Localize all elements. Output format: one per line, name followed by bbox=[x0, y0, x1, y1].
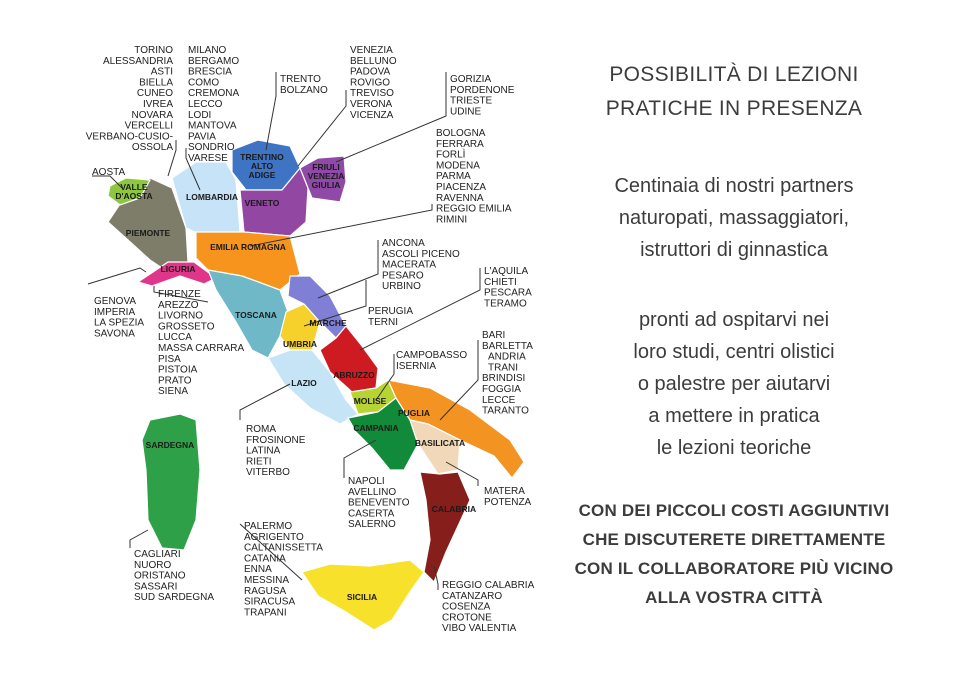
city-name: COMO bbox=[188, 77, 220, 89]
city-name: GROSSETO bbox=[158, 321, 215, 333]
region-label-line: D'AOSTA bbox=[115, 191, 153, 201]
city-name: MANTOVA bbox=[188, 120, 237, 132]
city-list-molise bbox=[396, 350, 467, 372]
city-list-piemonte bbox=[86, 45, 174, 153]
city-name: ANDRIA bbox=[488, 351, 526, 363]
city-list-umbria bbox=[368, 306, 413, 328]
region-label-line: BASILICATA bbox=[414, 438, 466, 448]
city-name: LIVORNO bbox=[158, 310, 204, 322]
notice-line: CON IL COLLABORATORE PIÙ VICINO bbox=[574, 559, 894, 578]
city-name: CROTONE bbox=[442, 612, 492, 624]
region-label-line: LAZIO bbox=[291, 378, 317, 388]
city-name: NAPOLI bbox=[348, 476, 385, 487]
city-name: BOLZANO bbox=[280, 84, 328, 96]
city-name: PORDENONE bbox=[450, 84, 515, 96]
city-list-emilia bbox=[436, 128, 512, 225]
notice-line: CHE DISCUTERETE DIRETTAMENTE bbox=[582, 530, 886, 549]
city-name: POTENZA bbox=[484, 496, 532, 508]
city-name: SASSARI bbox=[134, 581, 178, 593]
city-name: SIRACUSA bbox=[244, 596, 296, 608]
city-name: PRATO bbox=[158, 375, 192, 387]
city-name: LUCCA bbox=[158, 332, 192, 344]
city-name: LATINA bbox=[246, 445, 281, 457]
city-name: CAMPOBASSO bbox=[396, 350, 468, 361]
region-calabria bbox=[420, 472, 470, 582]
region-label-line: MARCHE bbox=[309, 318, 347, 328]
city-name: RIMINI bbox=[436, 214, 468, 226]
city-name: REGGIO CALABRIA bbox=[442, 580, 535, 591]
city-name: CATANIA bbox=[244, 553, 286, 565]
region-label-sicilia bbox=[347, 592, 377, 602]
notice-line: ALLA VOSTRA CITTÀ bbox=[645, 588, 823, 607]
city-name: IVREA bbox=[142, 99, 173, 110]
region-label-line: LOMBARDIA bbox=[186, 192, 238, 202]
region-label-sardegna bbox=[146, 440, 195, 450]
region-label-basilicata bbox=[415, 438, 465, 448]
city-name: PISTOIA bbox=[158, 364, 198, 376]
city-name: ANCONA bbox=[382, 238, 425, 249]
city-name: ENNA bbox=[244, 564, 272, 576]
region-sardegna bbox=[142, 414, 200, 550]
city-name: ASCOLI PICENO bbox=[382, 248, 460, 260]
city-name: TERNI bbox=[368, 316, 398, 328]
city-name: PIACENZA bbox=[436, 182, 487, 193]
city-name: RAVENNA bbox=[436, 192, 484, 204]
region-label-marche bbox=[309, 318, 347, 328]
region-label-line: VENEZIA bbox=[307, 171, 345, 181]
city-name: CUNEO bbox=[136, 88, 173, 100]
city-name: MACERATA bbox=[382, 259, 437, 271]
city-name: CAGLIARI bbox=[134, 549, 181, 560]
info-panel bbox=[548, 58, 920, 612]
city-name: BRESCIA bbox=[188, 66, 232, 78]
city-name: PESARO bbox=[382, 270, 424, 282]
region-label-line: ABRUZZO bbox=[333, 370, 375, 380]
city-name: TREVISO bbox=[350, 88, 394, 100]
city-name: PARMA bbox=[436, 171, 471, 183]
region-label-emilia bbox=[210, 242, 286, 252]
region-label-veneto bbox=[245, 198, 280, 208]
city-name: ORISTANO bbox=[134, 570, 186, 582]
city-name: LECCE bbox=[482, 394, 516, 406]
hosting-paragraph bbox=[548, 304, 920, 464]
city-name: IMPERIA bbox=[94, 306, 136, 318]
paragraph-line: le lezioni teoriche bbox=[656, 437, 812, 459]
paragraph-line: istruttori di ginnastica bbox=[640, 239, 828, 261]
city-name: COSENZA bbox=[442, 601, 491, 613]
city-name: CASERTA bbox=[348, 508, 395, 520]
region-label-campania bbox=[353, 423, 398, 433]
region-label-line: GIULIA bbox=[311, 180, 341, 190]
region-label-line: EMILIA ROMAGNA bbox=[210, 242, 286, 252]
city-name: GORIZIA bbox=[450, 74, 492, 85]
city-name: BARLETTA bbox=[482, 340, 533, 352]
city-name: RAGUSA bbox=[244, 585, 287, 597]
city-name: RIETI bbox=[246, 456, 272, 468]
city-name: VERONA bbox=[350, 99, 393, 110]
city-name: ASTI bbox=[150, 66, 173, 78]
city-name: LODI bbox=[188, 109, 212, 121]
city-name: CALTANISSETTA bbox=[244, 542, 323, 554]
paragraph-line: naturopati, massaggiatori, bbox=[618, 207, 850, 229]
headline-line: PRATICHE IN PRESENZA bbox=[605, 97, 863, 120]
city-name: AREZZO bbox=[158, 299, 199, 311]
region-label-abruzzo bbox=[333, 370, 375, 380]
city-name: PAVIA bbox=[188, 131, 216, 143]
city-name: FIRENZE bbox=[158, 289, 201, 300]
city-name: CHIETI bbox=[484, 276, 517, 288]
city-name: CREMONA bbox=[188, 88, 240, 100]
city-name: TRIESTE bbox=[450, 95, 493, 107]
city-list-veneto bbox=[350, 45, 397, 121]
city-name: TARANTO bbox=[482, 405, 529, 417]
city-name: PESCARA bbox=[484, 287, 532, 299]
city-name: L'AQUILA bbox=[484, 266, 529, 277]
city-name: BELLUNO bbox=[350, 55, 397, 67]
region-label-line: TOSCANA bbox=[235, 310, 277, 320]
city-name: GENOVA bbox=[94, 296, 137, 307]
region-label-line: SARDEGNA bbox=[145, 440, 195, 450]
city-name: TERAMO bbox=[484, 298, 527, 310]
city-name: VITERBO bbox=[246, 467, 290, 479]
city-name: PERUGIA bbox=[368, 306, 414, 317]
city-name: NOVARA bbox=[131, 109, 173, 121]
city-name: TRENTO bbox=[280, 74, 321, 85]
city-name: VARESE bbox=[188, 153, 228, 164]
city-list-campania bbox=[348, 476, 410, 530]
city-name: MASSA CARRARA bbox=[158, 343, 245, 354]
paragraph-line: o palestre per aiutarvi bbox=[637, 373, 831, 395]
city-list-marche bbox=[382, 238, 460, 292]
notice-line: CON DEI PICCOLI COSTI AGGIUNTIVI bbox=[578, 501, 890, 520]
region-label-line: PUGLIA bbox=[397, 408, 431, 418]
city-list-basilicata bbox=[484, 486, 532, 508]
city-list-valle-daosta bbox=[92, 167, 125, 178]
city-name: BRINDISI bbox=[482, 373, 526, 385]
city-list-liguria bbox=[94, 296, 144, 339]
city-name: SALERNO bbox=[348, 519, 396, 531]
city-list-calabria bbox=[442, 580, 535, 634]
region-label-line: MOLISE bbox=[353, 396, 387, 406]
region-label-puglia bbox=[398, 408, 430, 418]
city-name: ROMA bbox=[246, 424, 276, 435]
costs-notice bbox=[548, 496, 920, 612]
city-name: PADOVA bbox=[350, 66, 391, 78]
city-list-abruzzo bbox=[484, 266, 532, 309]
region-label-lombardia bbox=[186, 192, 238, 202]
city-name: ALESSANDRIA bbox=[102, 55, 173, 67]
region-label-molise bbox=[354, 396, 387, 406]
city-name: AGRIGENTO bbox=[244, 531, 304, 543]
city-name: AOSTA bbox=[92, 167, 126, 178]
region-label-lazio bbox=[291, 378, 317, 388]
region-label-valle-daosta bbox=[115, 182, 152, 201]
city-name: SAVONA bbox=[94, 328, 135, 340]
city-name: REGGIO EMILIA bbox=[436, 203, 512, 215]
region-label-line: VALLE bbox=[120, 182, 148, 192]
region-label-calabria bbox=[432, 504, 476, 514]
city-name: VIBO VALENTIA bbox=[442, 623, 517, 635]
city-name: VENEZIA bbox=[350, 45, 393, 56]
city-name: BIELLA bbox=[139, 77, 173, 89]
city-name: CATANZARO bbox=[442, 590, 503, 602]
paragraph-line: loro studi, centri olistici bbox=[633, 341, 835, 363]
city-name: LECCO bbox=[188, 99, 223, 110]
city-list-friuli bbox=[450, 74, 515, 117]
region-label-line: UMBRIA bbox=[283, 339, 317, 349]
city-name: BOLOGNA bbox=[436, 128, 486, 139]
region-label-line: TRENTINO bbox=[240, 152, 284, 162]
region-label-line: ALTO bbox=[250, 161, 274, 171]
region-label-line: SICILIA bbox=[346, 592, 378, 602]
region-label-liguria bbox=[161, 264, 196, 274]
partners-paragraph bbox=[548, 170, 920, 266]
city-name: PALERMO bbox=[244, 521, 293, 532]
city-list-puglia bbox=[482, 330, 533, 417]
city-name: FERRARA bbox=[436, 138, 484, 150]
city-name: NUORO bbox=[134, 559, 172, 571]
region-label-line: LIGURIA bbox=[160, 264, 196, 274]
region-label-toscana bbox=[235, 310, 277, 320]
region-label-umbria bbox=[283, 339, 317, 349]
city-name: MILANO bbox=[188, 45, 227, 56]
city-name: FORLÌ bbox=[436, 149, 466, 161]
city-name: LA SPEZIA bbox=[94, 317, 145, 329]
city-name: VERCELLI bbox=[124, 120, 173, 132]
headline bbox=[548, 58, 920, 126]
city-name: FOGGIA bbox=[482, 384, 521, 395]
paragraph-line: Centinaia di nostri partners bbox=[614, 175, 854, 197]
city-name: SIENA bbox=[158, 386, 189, 398]
region-label-friuli bbox=[308, 162, 345, 190]
city-name: SUD SARDEGNA bbox=[134, 592, 215, 604]
city-list-trentino bbox=[280, 74, 328, 96]
paragraph-line: pronti ad ospitarvi nei bbox=[638, 309, 830, 331]
region-label-line: VENETO bbox=[244, 198, 280, 208]
city-name: BERGAMO bbox=[188, 55, 240, 67]
city-name: FROSINONE bbox=[246, 434, 306, 446]
region-label-line: FRIULI bbox=[312, 162, 340, 172]
city-name: AVELLINO bbox=[348, 486, 397, 498]
city-name: VERBANO-CUSIO- bbox=[85, 131, 173, 143]
region-label-line: PIEMONTE bbox=[125, 228, 171, 238]
city-name: BARI bbox=[482, 330, 506, 341]
city-name: TORINO bbox=[134, 45, 173, 56]
region-label-piemonte bbox=[126, 228, 171, 238]
city-name: UDINE bbox=[450, 106, 482, 118]
headline-line: POSSIBILITÀ DI LEZIONI bbox=[609, 63, 859, 86]
city-name: PISA bbox=[158, 353, 181, 365]
city-name: TRANI bbox=[488, 362, 518, 374]
city-name: ISERNIA bbox=[396, 360, 437, 372]
city-name: BENEVENTO bbox=[348, 497, 410, 509]
paragraph-line: a mettere in pratica bbox=[648, 405, 820, 427]
city-name: TRAPANI bbox=[244, 607, 287, 619]
city-name: ROVIGO bbox=[350, 77, 391, 89]
region-label-line: CALABRIA bbox=[431, 504, 477, 514]
city-list-lazio bbox=[246, 424, 306, 478]
city-list-sardegna bbox=[134, 549, 214, 603]
region-label-line: CAMPANIA bbox=[353, 423, 399, 433]
city-name: SONDRIO bbox=[188, 142, 235, 154]
region-label-line: ADIGE bbox=[248, 170, 276, 180]
city-name: OSSOLA bbox=[131, 142, 173, 154]
city-name: URBINO bbox=[382, 281, 421, 293]
city-name: VICENZA bbox=[350, 109, 394, 121]
city-name: MESSINA bbox=[244, 575, 290, 586]
city-name: MATERA bbox=[484, 486, 525, 497]
city-list-lombardia bbox=[188, 45, 239, 164]
city-name: MODENA bbox=[436, 160, 480, 172]
